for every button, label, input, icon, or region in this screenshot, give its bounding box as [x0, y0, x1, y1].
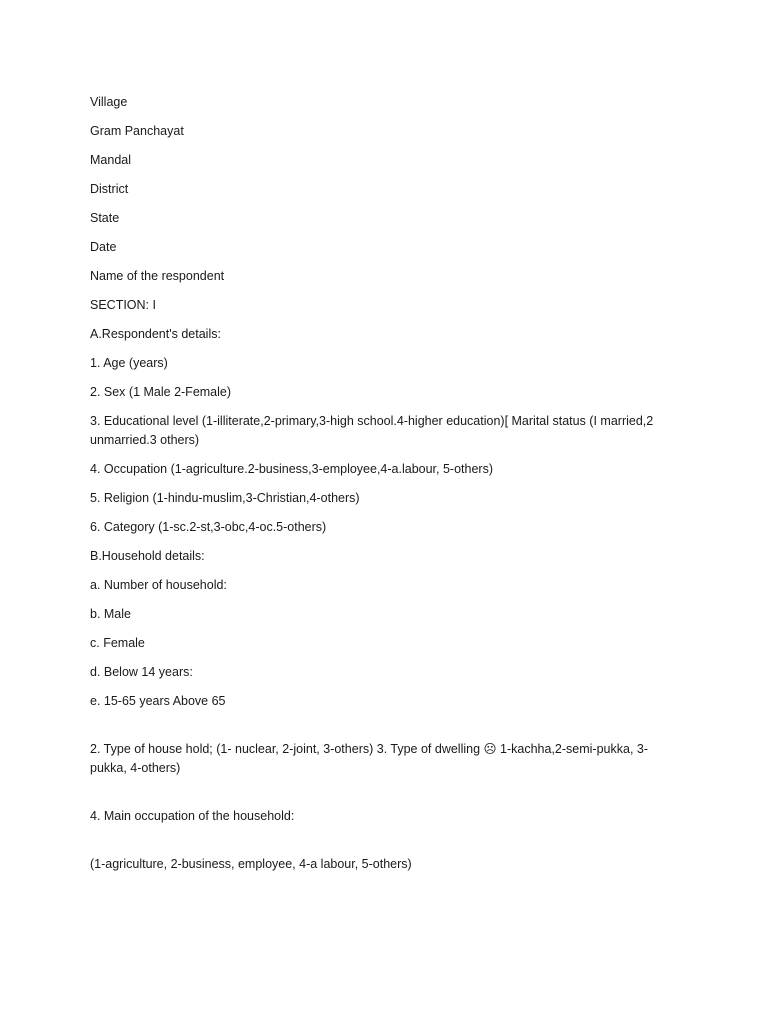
main-occupation-options: (1-agriculture, 2-business, employee, 4-a labour, 5-others): [90, 857, 412, 871]
respondent-name-label: Name of the respondent: [90, 269, 225, 283]
date-label: Date: [90, 240, 117, 254]
female-question: c. Female: [90, 636, 145, 650]
age-15-65-question: e. 15-65 years Above 65: [90, 694, 226, 708]
age-question: 1. Age (years): [90, 356, 168, 370]
sex-question: 2. Sex (1 Male 2-Female): [90, 385, 232, 399]
category-question: 6. Category (1-sc.2-st,3-obc,4-oc.5-others): [90, 520, 327, 534]
state-label: State: [90, 211, 120, 225]
household-type-question: 2. Type of house hold; (1- nuclear, 2-joint, 3-others) 3. Type of dwelling ☹ 1-kachha,2-semi-pukka, 3-pukka, 4-others): [90, 742, 649, 775]
main-occupation-question: 4. Main occupation of the household:: [90, 809, 295, 823]
mandal-label: Mandal: [90, 153, 131, 167]
document-page: [90, 93, 680, 884]
household-details-heading: B.Household details:: [90, 549, 205, 563]
religion-question: 5. Religion (1-hindu-muslim,3-Christian,4-others): [90, 491, 360, 505]
district-label: District: [90, 182, 129, 196]
respondent-details-heading: A.Respondent's details:: [90, 327, 221, 341]
occupation-question: 4. Occupation (1-agriculture.2-business,3-employee,4-a.labour, 5-others): [90, 462, 493, 476]
education-question: 3. Educational level (1-illiterate,2-primary,3-high school.4-higher education)[ Marital status (I married,2 unmarried.3 others): [90, 414, 654, 447]
section-heading: SECTION: I: [90, 298, 156, 312]
male-question: b. Male: [90, 607, 131, 621]
village-label: Village: [90, 95, 128, 109]
gram-panchayat-label: Gram Panchayat: [90, 124, 184, 138]
below-14-question: d. Below 14 years:: [90, 665, 193, 679]
household-number-question: a. Number of household:: [90, 578, 227, 592]
